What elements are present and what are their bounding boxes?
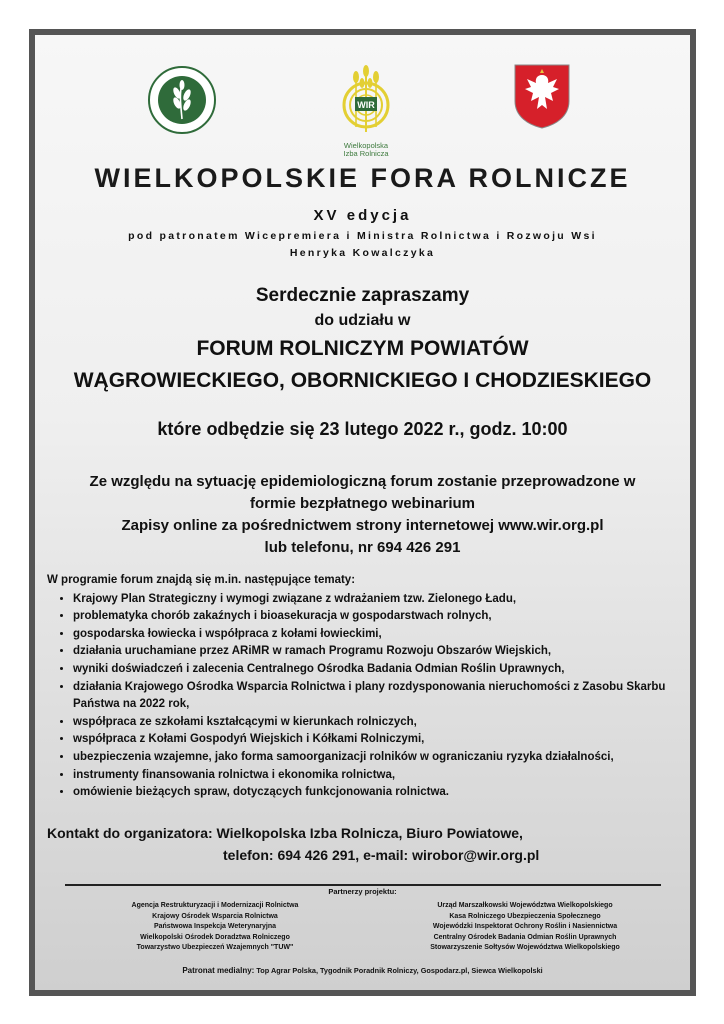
program-item: • gospodarska łowiecka i współpraca z kołami łowieckimi, bbox=[73, 626, 687, 644]
program-item: • omówienie bieżących spraw, dotyczących funkcjonowania rolnictwa. bbox=[73, 784, 687, 802]
program-item: • ubezpieczenia wzajemne, jako forma samoorganizacji rolników w ograniczaniu ryzyka działalności, bbox=[73, 749, 687, 767]
program-item: • współpraca ze szkołami kształcącymi w kierunkach rolniczych, bbox=[73, 714, 687, 732]
ministry-logo bbox=[147, 65, 217, 135]
webinar-info bbox=[35, 471, 690, 559]
wir-caption-2: Izba Rolnicza bbox=[343, 149, 389, 158]
poster-frame bbox=[29, 29, 696, 996]
divider bbox=[65, 884, 661, 886]
info-line-2: formie bezpłatnego webinarium bbox=[249, 495, 476, 512]
contact-section bbox=[47, 822, 687, 866]
event-date: które odbędzie się 23 lutego 2022 r., godz. 10:00 bbox=[157, 419, 568, 439]
poster-title: WIELKOPOLSKIE FORA ROLNICZE bbox=[94, 163, 631, 193]
program-item: • wyniki doświadczeń i zalecenia Centralnego Ośrodka Badania Odmian Roślin Uprawnych, bbox=[73, 661, 687, 679]
forum-name-line-1: FORUM ROLNICZYM POWIATÓW bbox=[196, 337, 529, 360]
info-line-3: Zapisy online za pośrednictwem strony internetowej www.wir.org.pl bbox=[121, 517, 604, 534]
patronage-text bbox=[35, 228, 690, 262]
partner-item: Kasa Rolniczego Ubezpieczenia Społecznego bbox=[449, 912, 601, 920]
program-item: • instrumenty finansowania rolnictwa i ekonomika rolnictwa, bbox=[73, 767, 687, 785]
program-item: • działania Krajowego Ośrodka Wsparcia Rolnictwa i plany rozdysponowania nieruchomości z Zasobu Skarbu Państwa na 2022 rok, bbox=[73, 679, 687, 714]
program-section bbox=[47, 572, 687, 802]
invitation-line-2: do udziału w bbox=[314, 312, 411, 329]
program-item: • działania uruchamiane przez ARiMR w ramach Programu Rozwoju Obszarów Wiejskich, bbox=[73, 643, 687, 661]
partner-item: Państwowa Inspekcja Weterynaryjna bbox=[153, 923, 277, 930]
partner-item: Stowarzyszenie Sołtysów Województwa Wielkopolskiego bbox=[430, 944, 620, 951]
invitation-line-1: Serdecznie zapraszamy bbox=[255, 285, 470, 306]
partner-item: Centralny Ośrodek Badania Odmian Roślin Uprawnych bbox=[433, 933, 617, 941]
forum-name-line-2: WĄGROWIECKIEGO, OBORNICKIEGO I CHODZIESKIEGO bbox=[73, 369, 652, 392]
wheat-icon bbox=[331, 57, 401, 137]
contact-line-1: Kontakt do organizatora: Wielkopolska Izba Rolnicza, Biuro Powiatowe, bbox=[47, 825, 523, 841]
partners-heading: Partnerzy projektu: bbox=[328, 887, 397, 896]
coat-of-arms-icon bbox=[513, 63, 571, 129]
media-patronage-text: Top Agrar Polska, Tygodnik Poradnik Rolniczy, Gospodarz.pl, Siewca Wielkopolski bbox=[254, 966, 543, 975]
wir-logo-text: WIR bbox=[357, 100, 375, 110]
patronage-line-2: Henryka Kowalczyka bbox=[289, 247, 436, 259]
partner-item: Towarzystwo Ubezpieczeń Wzajemnych "TUW" bbox=[136, 944, 294, 951]
partner-item: Krajowy Ośrodek Wsparcia Rolnictwa bbox=[152, 912, 278, 920]
media-patronage bbox=[35, 966, 690, 975]
program-item: • problematyka chorób zakaźnych i bioasekuracja w gospodarstwach rolnych, bbox=[73, 608, 687, 626]
media-patronage-label: Patronat medialny: bbox=[182, 966, 255, 975]
program-intro: W programie forum znajdą się m.in. następujące tematy: bbox=[47, 574, 356, 586]
partner-item: Wojewódzki Inspektorat Ochrony Roślin i Nasiennictwa bbox=[432, 923, 618, 930]
wir-caption-1: Wielkopolska bbox=[343, 141, 389, 150]
program-item: • Krajowy Plan Strategiczny i wymogi związane z wdrażaniem tzw. Zielonego Ładu, bbox=[73, 591, 687, 609]
edition-label: XV edycja bbox=[313, 207, 412, 224]
program-item: • współpraca z Kołami Gospodyń Wiejskich i Kółkami Rolniczymi, bbox=[73, 731, 687, 749]
contact-line-2: telefon: 694 426 291, e-mail: wirobor@wir.org.pl bbox=[223, 847, 540, 863]
partner-item: Urząd Marszałkowski Województwa Wielkopolskiego bbox=[437, 902, 613, 909]
patronage-line-1: pod patronatem Wicepremiera i Ministra Rolnictwa i Rozwoju Wsi bbox=[128, 230, 597, 242]
partners-right-column bbox=[375, 901, 675, 954]
info-line-4: lub telefonu, nr 694 426 291 bbox=[264, 539, 461, 556]
logo-row bbox=[35, 57, 690, 167]
partner-item: Wielkopolski Ośrodek Doradztwa Rolniczego bbox=[140, 933, 290, 941]
wir-logo bbox=[321, 57, 411, 167]
partner-item: Agencja Restrukturyzacji i Modernizacji Rolnictwa bbox=[131, 902, 299, 909]
program-list bbox=[47, 591, 687, 802]
info-line-1: Ze względu na sytuację epidemiologiczną forum zostanie przeprowadzone w bbox=[89, 473, 636, 490]
partners-left-column bbox=[65, 901, 365, 954]
